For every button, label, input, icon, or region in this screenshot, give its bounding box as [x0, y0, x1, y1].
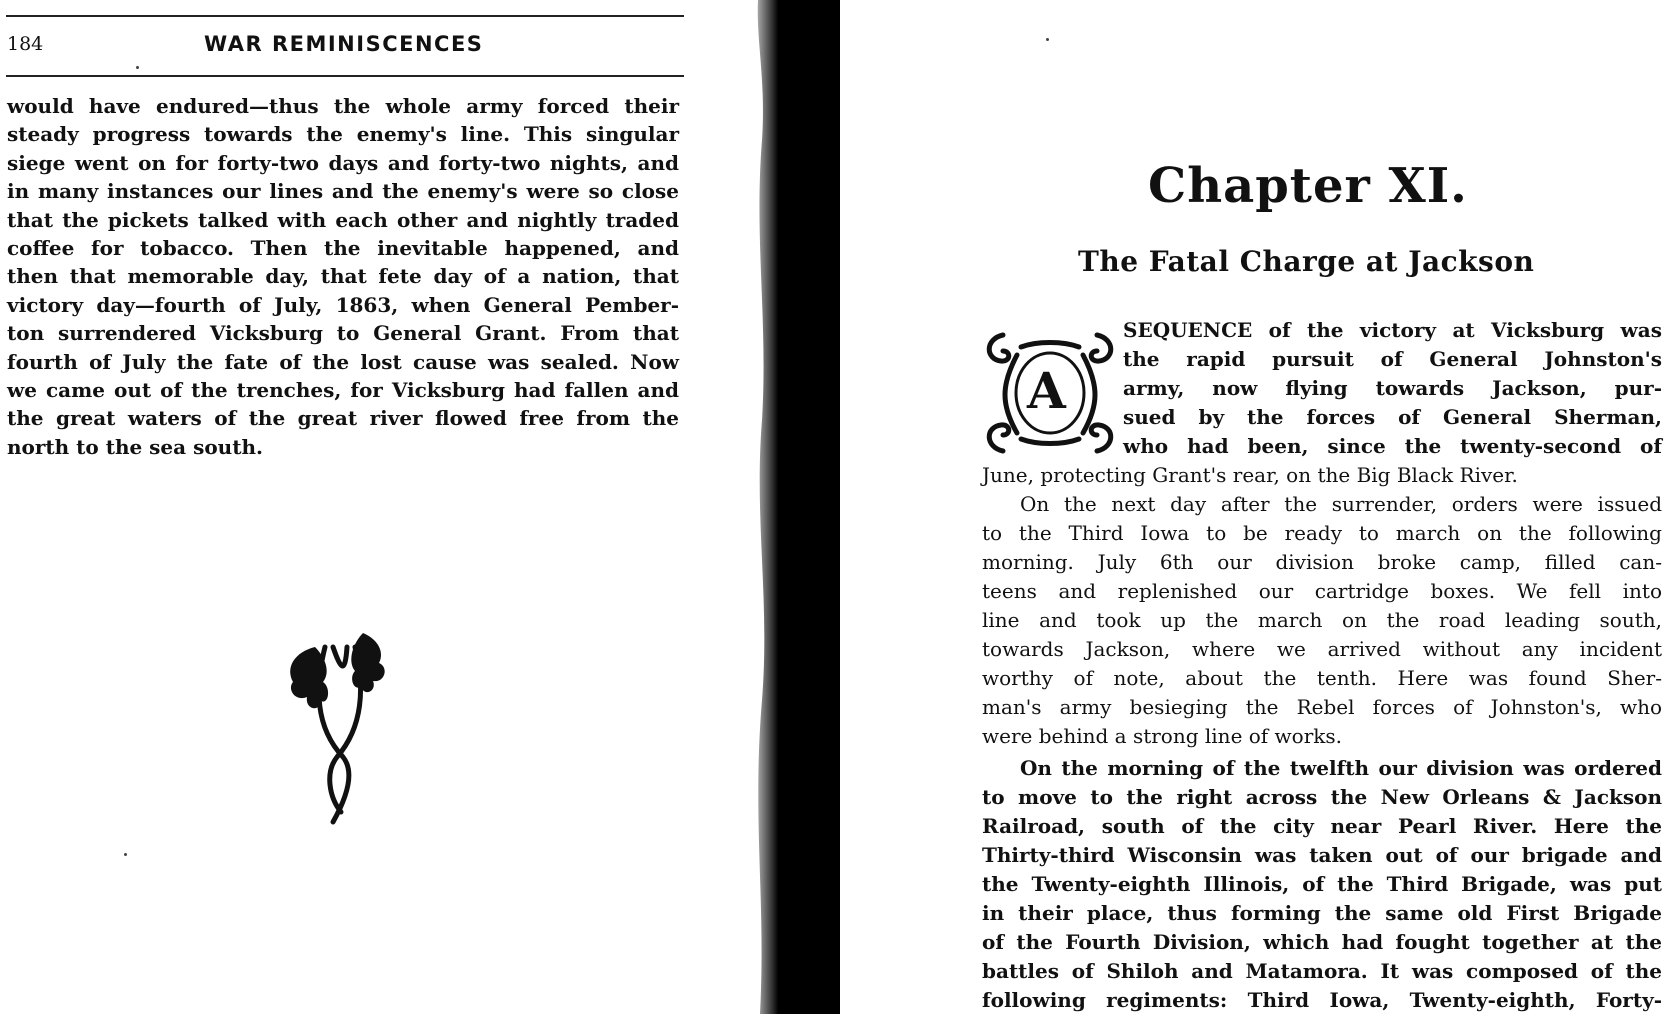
body-line: then that memorable day, that fete day of a nation, that: [7, 264, 679, 289]
body-line: Railroad, south of the city near Pearl River. Here the: [982, 814, 1662, 838]
body-line: towards Jackson, where we arrived without any incident: [982, 637, 1662, 661]
body-line: the rapid pursuit of General Johnston's: [1123, 347, 1662, 371]
body-line: worthy of note, about the tenth. Here was found Sher-: [982, 666, 1662, 690]
body-line: coffee for tobacco. Then the inevitable happened, and: [7, 236, 679, 261]
body-line: would have endured—thus the whole army forced their: [7, 94, 679, 118]
body-line: following regiments: Third Iowa, Twenty-eighth, Forty-: [982, 988, 1662, 1012]
body-line: to the Third Iowa to be ready to march on the following: [982, 521, 1662, 545]
body-line: of the Fourth Division, which had fought together at the: [982, 930, 1662, 954]
body-line: On the morning of the twelfth our division was ordered: [1020, 756, 1662, 780]
body-line: sued by the forces of General Sherman,: [1123, 405, 1662, 429]
body-line: siege went on for forty-two days and forty-two nights, and: [7, 150, 679, 175]
body-line: that the pickets talked with each other and nightly traded: [7, 207, 679, 232]
body-line: victory day—fourth of July, 1863, when General Pember-: [7, 292, 679, 317]
body-line: morning. July 6th our division broke camp, filled can-: [982, 550, 1662, 574]
body-line: we came out of the trenches, for Vicksburg had fallen and: [7, 378, 679, 403]
body-line: the great waters of the great river flowed free from the: [7, 406, 679, 431]
body-line: teens and replenished our cartridge boxes. We fell into: [982, 579, 1662, 603]
paragraph-3: [982, 754, 1662, 1015]
body-line: who had been, since the twenty-second of: [1123, 434, 1662, 458]
left-page: [0, 0, 700, 1014]
print-speck: [1046, 38, 1049, 41]
paragraph-2: [982, 490, 1662, 751]
print-speck: [124, 853, 127, 856]
body-line: On the next day after the surrender, orders were issued: [1020, 492, 1662, 516]
running-head: WAR REMINISCENCES: [204, 32, 484, 56]
body-line: the Twenty-eighth Illinois, of the Third Brigade, was put: [982, 872, 1662, 896]
body-line: were behind a strong line of works.: [982, 724, 1343, 748]
leaf-ornament-icon: [285, 627, 395, 827]
body-line: steady progress towards the enemy's line. This singular: [7, 122, 679, 147]
body-line: line and took up the march on the road leading south,: [982, 608, 1662, 632]
header-rule-bottom: [6, 75, 684, 77]
right-page: [970, 0, 1678, 1014]
left-page-body: [7, 92, 679, 461]
body-line: SEQUENCE of the victory at Vicksburg was: [1123, 318, 1662, 342]
print-speck: [136, 66, 139, 69]
body-line: fourth of July the fate of the lost cause was sealed. Now: [7, 349, 679, 374]
body-line: in many instances our lines and the enemy's were so close: [7, 179, 679, 204]
drop-cap-letter: A: [1027, 361, 1066, 420]
header-rule-top: [6, 15, 684, 17]
paragraph-1: [982, 316, 1662, 490]
book-gutter-shadow: [752, 0, 840, 1014]
body-line: ton surrendered Vicksburg to General Grant. From that: [7, 321, 679, 346]
body-line: Thirty-third Wisconsin was taken out of our brigade and: [982, 843, 1662, 867]
body-line: battles of Shiloh and Matamora. It was composed of the: [982, 959, 1662, 983]
body-line: army, now flying towards Jackson, pur-: [1123, 376, 1662, 400]
page-number: 184: [7, 33, 44, 55]
body-line: to move to the right across the New Orleans & Jackson: [982, 785, 1662, 809]
body-line: June, protecting Grant's rear, on the Big Black River.: [982, 463, 1518, 487]
chapter-title: Chapter XI.: [1148, 158, 1468, 214]
body-line: north to the sea south.: [7, 434, 263, 459]
body-line: man's army besieging the Rebel forces of Johnston's, who: [982, 695, 1662, 719]
chapter-subtitle: The Fatal Charge at Jackson: [1078, 245, 1535, 278]
body-line: in their place, thus forming the same old First Brigade: [982, 901, 1662, 925]
